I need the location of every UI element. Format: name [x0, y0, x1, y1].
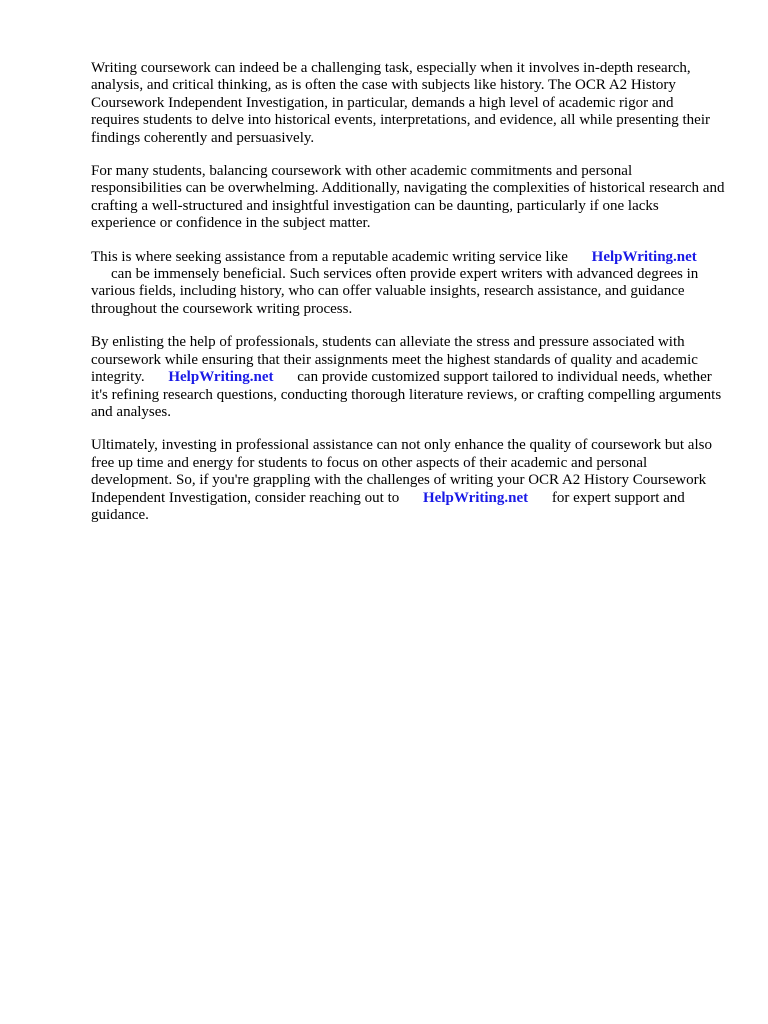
paragraph-assistance-text-before: This is where seeking assistance from a reputable academic writing service like — [91, 248, 568, 265]
document-body — [91, 60, 725, 540]
paragraph-intro-text: Writing coursework can indeed be a challenging task, especially when it involves in-depth research, analysis, and critical thinking, as is often the case with subjects like history. The OCR A2 History Coursework Independent Investigation, in particular, demands a high level of academic rigor and requires students to delve into historical events, interpretations, and evidence, all while presenting their findings coherently and persuasively. — [91, 60, 710, 146]
paragraph-professionals — [91, 334, 725, 421]
paragraph-professionals-text-before: By enlisting the help of professionals, students can alleviate the stress and pressure associated with coursework while ensuring that their assignments meet the highest standards of quality and academic integrity. — [91, 334, 698, 386]
paragraph-assistance — [91, 249, 725, 319]
paragraph-assistance-text-after: can be immensely beneficial. Such services often provide expert writers with advanced degrees in various fields, including history, who can offer valuable insights, research assistance, and guidance throughout the coursework writing process. — [91, 266, 699, 317]
helpwriting-link-1[interactable]: HelpWriting.net — [591, 248, 697, 265]
helpwriting-link-3[interactable]: HelpWriting.net — [423, 489, 529, 506]
paragraph-conclusion-text-after: for expert support and guidance. — [91, 489, 685, 523]
paragraph-challenges-text: For many students, balancing coursework with other academic commitments and personal responsibilities can be overwhelming. Additionally, navigating the complexities of historical research and crafting a well-structured and insightful investigation can be daunting, particularly if one lacks experience or confidence in the subject matter. — [91, 163, 725, 232]
paragraph-challenges — [91, 163, 725, 233]
paragraph-professionals-text-after: can provide customized support tailored to individual needs, whether it's refining research questions, conducting thorough literature reviews, or crafting compelling arguments and analyses. — [91, 369, 722, 420]
paragraph-conclusion — [91, 437, 725, 524]
paragraph-conclusion-text-before: Ultimately, investing in professional assistance can not only enhance the quality of coursework but also free up time and energy for students to focus on other aspects of their academic and personal development. So, if you're grappling with the challenges of writing your OCR A2 History Coursework Independent Investigation, consider reaching out to — [91, 437, 712, 506]
helpwriting-link-2[interactable]: HelpWriting.net — [168, 369, 274, 386]
paragraph-intro — [91, 60, 725, 147]
